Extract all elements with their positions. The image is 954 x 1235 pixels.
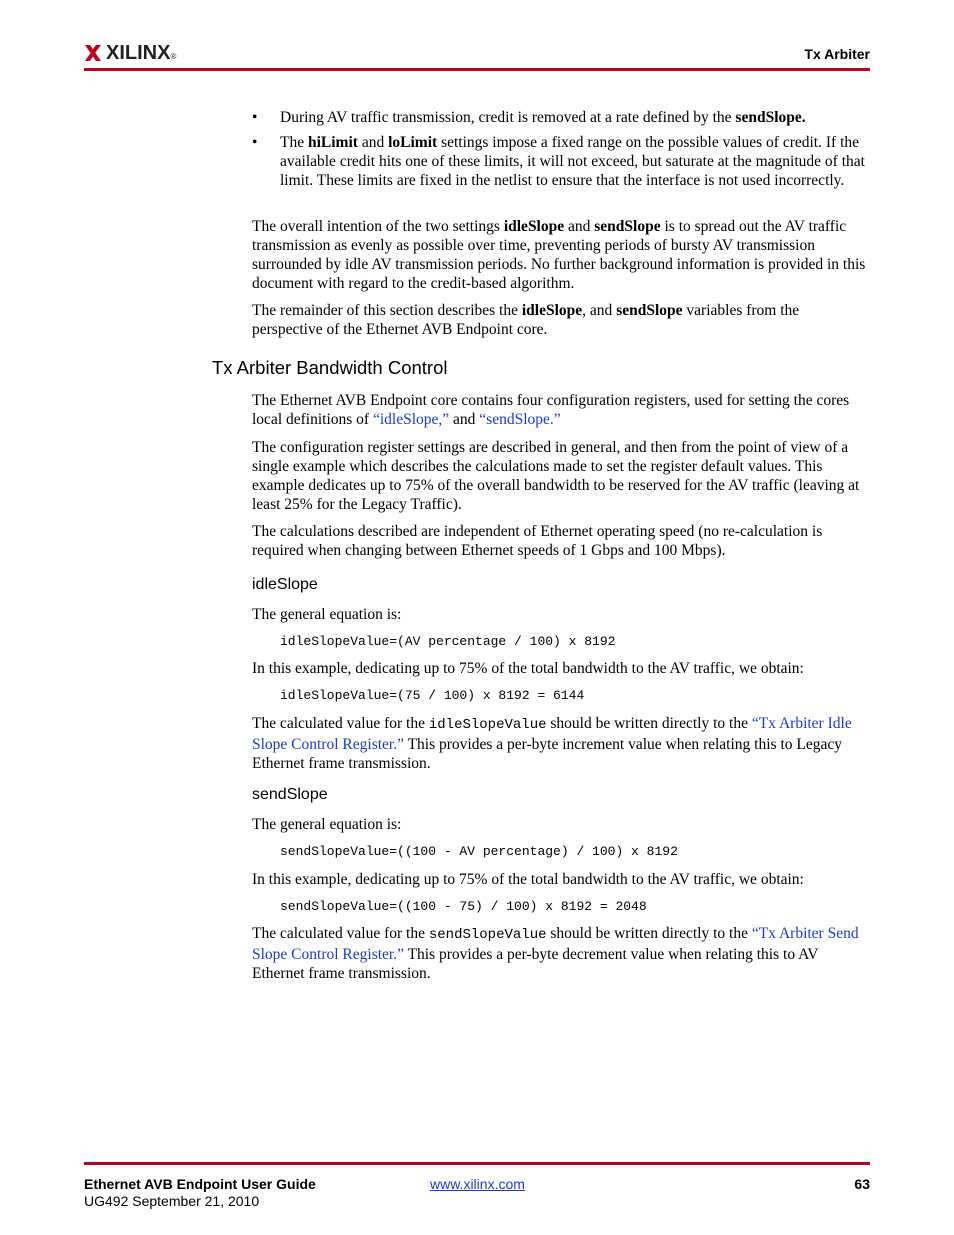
header-rule (84, 68, 870, 71)
idleslope-example-text: In this example, dedicating up to 75% of the total bandwidth to the AV traffic, we obtain: (252, 660, 804, 677)
running-header-section: Tx Arbiter (804, 46, 870, 62)
idleslope-general-equation: idleSlopeValue=(AV percentage / 100) x 8192 (280, 634, 616, 649)
footer-website-link[interactable]: www.xilinx.com (430, 1176, 525, 1192)
sendslope-example-text: In this example, dedicating up to 75% of the total bandwidth to the AV traffic, we obtain: (252, 871, 804, 888)
bullet-item (280, 108, 870, 127)
idleslope-calculated-paragraph: The calculated value for the idleSlopeValue should be written directly to the “Tx Arbiter Idle Slope Control Register.” This provides a per-byte increment value when relating this to Legacy Ethernet frame transmission. (252, 715, 852, 772)
idleslope-link[interactable]: “idleSlope,” (372, 411, 450, 428)
footer-rule (84, 1162, 870, 1165)
bullet-text: settings impose a fixed range on the possible values of credit. If the available credit hits one of these limits, it will not exceed, but saturate at the magnitude of that limit. These limits are fixed in the netlist to ensure that the interface is not used incorrectly. (280, 134, 865, 189)
brand-wordmark: XILINX (106, 41, 171, 64)
bullet-bold-term: loLimit (388, 134, 438, 151)
paragraph-config-registers: The Ethernet AVB Endpoint core contains four configuration registers, used for setting the cores local definitions of “idleSlope,” and “sendSlope.” (252, 392, 850, 428)
idleslope-general-equation-label: The general equation is: (252, 606, 402, 623)
idle-slope-register-link[interactable]: “Tx Arbiter Idle Slope Control Register.” (252, 715, 852, 753)
paragraph-calculations: The calculations described are independent of Ethernet operating speed (no re-calculation is required when changing between Ethernet speeds of 1 Gbps and 100 Mbps). (252, 523, 823, 559)
footer-doc-id: UG492 September 21, 2010 (84, 1193, 260, 1209)
paragraph-intention: The overall intention of the two settings idleSlope and sendSlope is to spread out the AV traffic transmission as evenly as possible over time, preventing periods of bursty AV transmission surrounded by idle AV transmission periods. No further background information is provided in this document with regard to the credit-based algorithm. (252, 218, 866, 292)
footer-page-number: 63 (854, 1176, 870, 1192)
send-slope-register-link[interactable]: “Tx Arbiter Send Slope Control Register.” (252, 925, 859, 963)
paragraph-config-settings: The configuration register settings are described in general, and then from the point of view of a single example which describes the calculations made to set the register default values. This example dedicates up to 75% of the overall bandwidth to be reserved for the AV traffic (leaving at least 25% for the Legacy Traffic). (252, 439, 860, 513)
xilinx-logo (84, 42, 176, 64)
bullet-marker: • (252, 134, 258, 151)
bullet-item (280, 133, 870, 190)
registered-mark: ® (170, 52, 177, 61)
xilinx-x-mark-icon (84, 44, 102, 62)
paragraph-remainder: The remainder of this section describes the idleSlope, and sendSlope variables from the perspective of the Ethernet AVB Endpoint core. (252, 302, 800, 338)
bullet-bold-term: hiLimit (307, 134, 358, 151)
sendslope-calculated-paragraph: The calculated value for the sendSlopeValue should be written directly to the “Tx Arbiter Send Slope Control Register.” This provides a per-byte decrement value when relating this to AV Ethernet frame transmission. (252, 925, 859, 982)
idleslope-code-term: idleSlopeValue (428, 717, 547, 733)
bullet-text: and (357, 134, 389, 151)
sendslope-example-equation: sendSlopeValue=((100 - 75) / 100) x 8192 = 2048 (280, 899, 647, 914)
sendslope-general-equation-label: The general equation is: (252, 816, 402, 833)
bullet-marker: • (252, 109, 258, 126)
section-heading: Tx Arbiter Bandwidth Control (212, 357, 448, 378)
footer-guide-title: Ethernet AVB Endpoint User Guide (84, 1176, 316, 1192)
sendslope-code-term: sendSlopeValue (428, 927, 547, 943)
bullet-text: During AV traffic transmission, credit is removed at a rate defined by the (280, 109, 736, 126)
sendslope-general-equation: sendSlopeValue=((100 - AV percentage) / 100) x 8192 (280, 844, 678, 859)
idleslope-heading: idleSlope (252, 576, 318, 593)
bullet-text: The (280, 134, 308, 151)
bullet-bold-term: sendSlope. (735, 109, 806, 126)
sendslope-link[interactable]: “sendSlope.” (479, 411, 561, 428)
sendslope-heading: sendSlope (252, 786, 328, 803)
idleslope-example-equation: idleSlopeValue=(75 / 100) x 8192 = 6144 (280, 688, 585, 703)
